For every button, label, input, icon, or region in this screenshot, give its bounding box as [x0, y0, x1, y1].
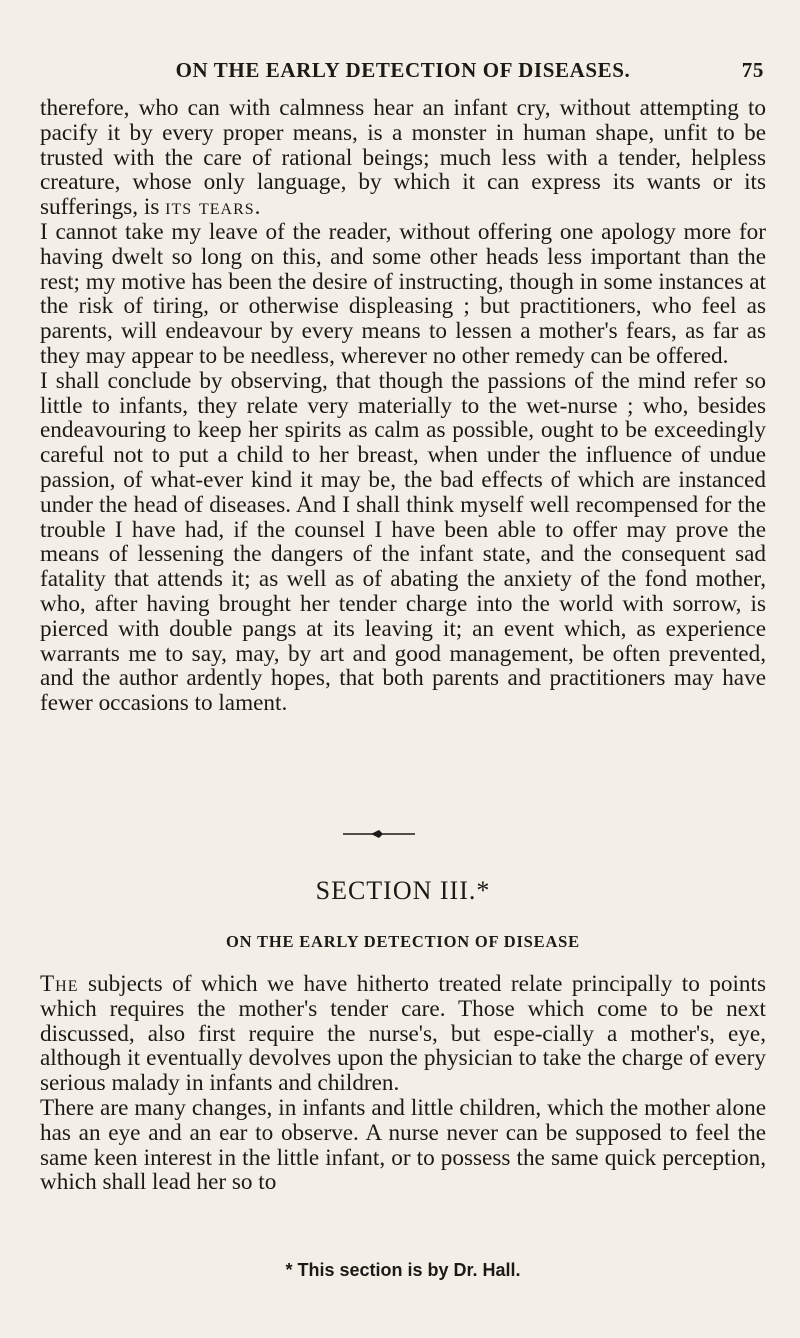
- paragraph-1-text: therefore, who can with calmness hear an infant cry, without attempting to pacify it by every proper means, is a monster in human shape, unfit to be trusted with the care of rational beings; much less with a tender, helpless creature, whose only language, by which it can express its wants or its sufferings, is: [40, 95, 766, 221]
- paragraph-1-smallcaps: its tears.: [165, 194, 262, 221]
- section-paragraph-1: [40, 972, 766, 1096]
- section-divider-ornament: [343, 828, 415, 840]
- running-head: [40, 58, 766, 88]
- paragraph-3: I shall conclude by observing, that though the passions of the mind refer so little to infants, they relate very materially to the wet-nurse ; who, besides endeavouring to keep her spirits as calm as possible, ought to be exceedingly careful not to put a child to her breast, when under the influence of undue passion, of what-ever kind it may be, the bad effects of which are instanced under the head of diseases. And I shall think myself well recompensed for the trouble I have had, if the counsel I have been able to offer may prove the means of lessening the dangers of the infant state, and the consequent sad fatality that attends it; as well as of abating the anxiety of the fond mother, who, after having brought her tender charge into the world with sorrow, is pierced with double pangs at its leaving it; an event which, as experience warrants me to say, may, by art and good management, be often prevented, and the author ardently hopes, that both parents and practitioners may have fewer occasions to lament.: [40, 367, 766, 717]
- page-number: 75: [741, 58, 764, 82]
- paragraph-1: [40, 96, 766, 220]
- footnote: * This section is by Dr. Hall.: [285, 1260, 521, 1280]
- section-lead-word: The: [40, 971, 79, 997]
- section-paragraph-1-text: subjects of which we have hitherto treated relate principally to points which requires the mother's tender care. Those which come to be next discussed, also first require the nurse's, but espe-cially a mother's, eye, although it eventually devolves upon the physician to take the charge of every serious malady in infants and children.: [40, 971, 766, 1097]
- section-paragraph-2: There are many changes, in infants and little children, which the mother alone has an eye and an ear to observe. A nurse never can be supposed to feel the same keen interest in the little infant, or to possess the same quick perception, which shall lead her so to: [40, 1094, 766, 1196]
- section-title: SECTION III.*: [315, 876, 491, 905]
- running-head-title: ON THE EARLY DETECTION OF DISEASES.: [175, 58, 631, 82]
- body-text: [40, 96, 766, 716]
- section-subtitle: ON THE EARLY DETECTION OF DISEASE: [226, 932, 580, 951]
- section-body: [40, 972, 766, 1195]
- paragraph-2: I cannot take my leave of the reader, without offering one apology more for having dwelt so long on this, and some other heads less important than the rest; my motive has been the desire of instructing, though in some instances at the risk of tiring, or otherwise displeasing ; but practitioners, who feel as parents, will endeavour by every means to lessen a mother's fears, as far as they may appear to be needless, wherever no other remedy can be offered.: [40, 218, 766, 369]
